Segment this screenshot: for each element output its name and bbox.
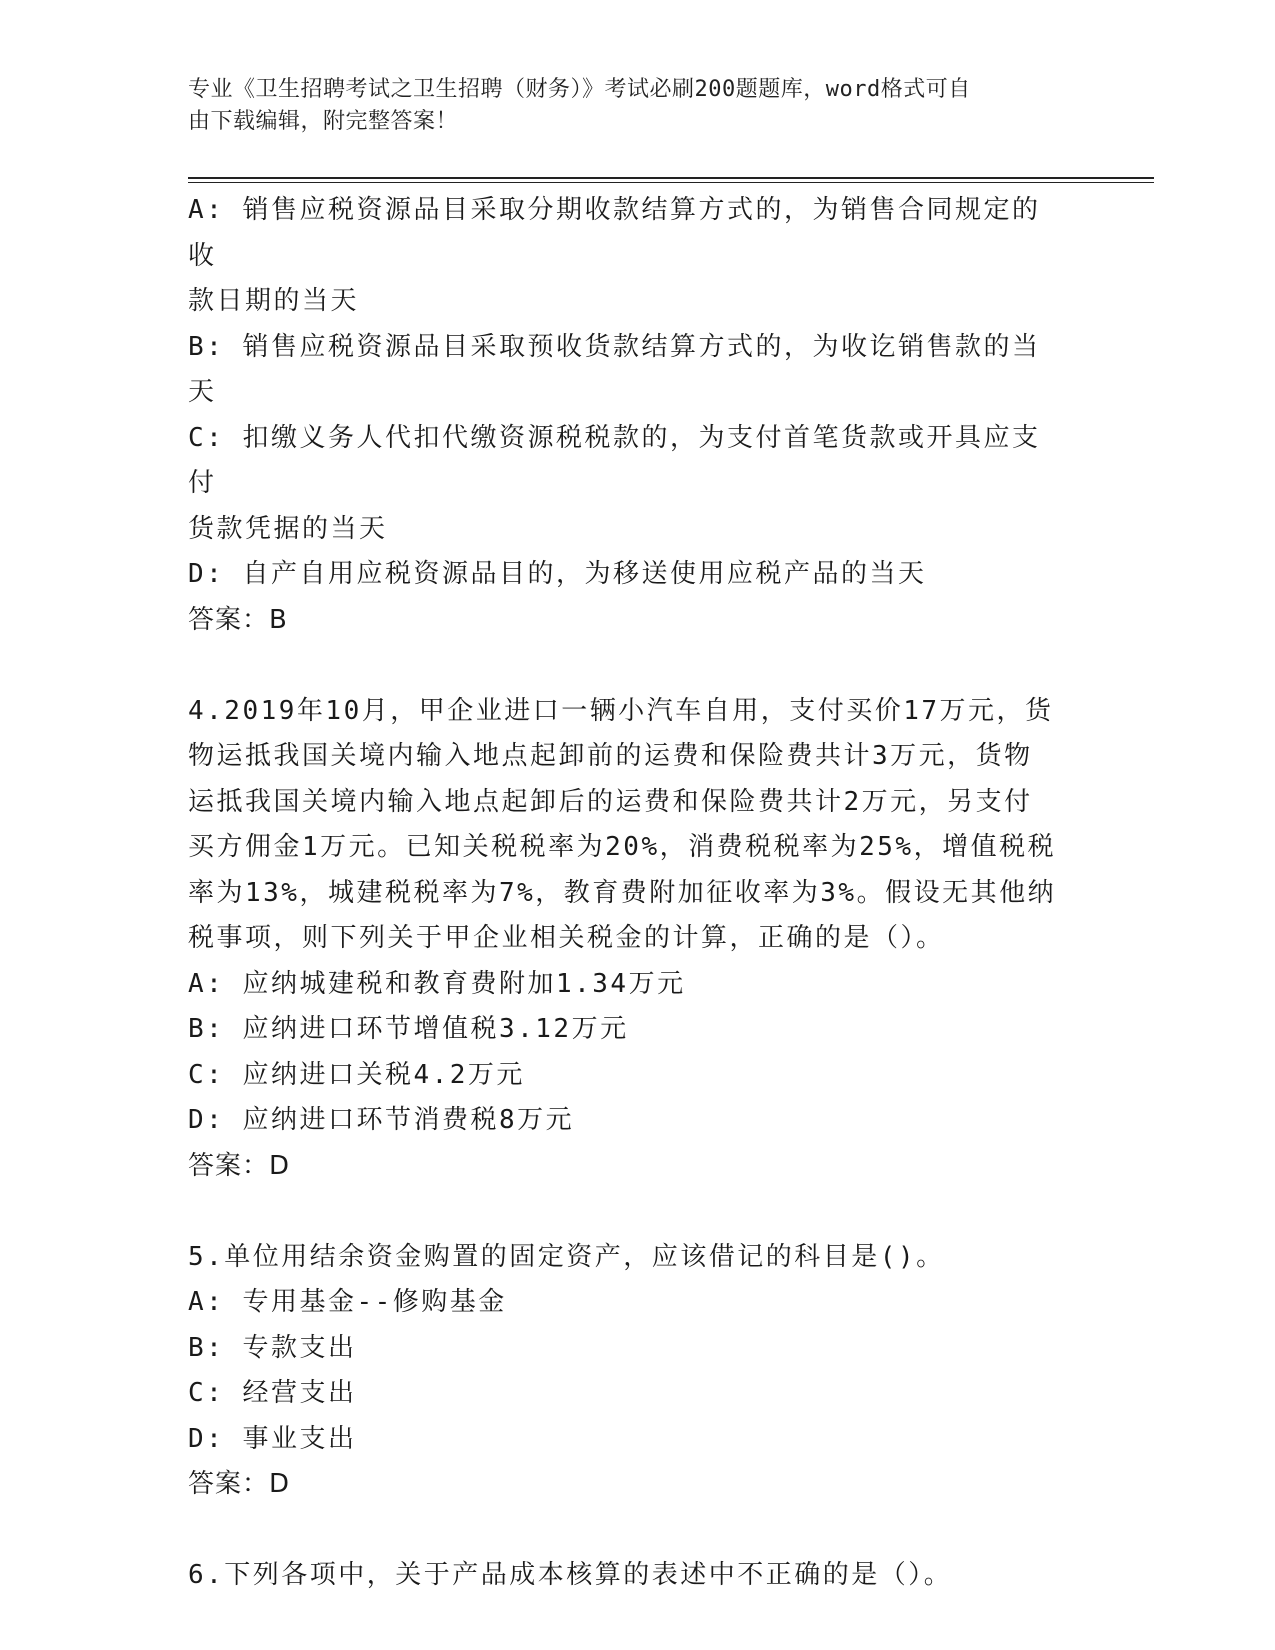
document-header [188, 74, 1068, 138]
option-a: A: 销售应税资源品目采取分期收款结算方式的，为销售合同规定的收 [188, 195, 1041, 271]
question-stem: 物运抵我国关境内输入地点起卸前的运费和保险费共计3万元，货物 [188, 741, 1033, 771]
option-c: C: 应纳进口关税4.2万元 [188, 1059, 525, 1090]
header-divider-thick [188, 177, 1154, 179]
option-c: C: 经营支出 [188, 1378, 357, 1408]
option-c: C: 扣缴义务人代扣代缴资源税税款的，为支付首笔货款或开具应支付 [188, 422, 1041, 498]
option-b: B: 应纳进口环节增值税3.12万元 [188, 1014, 629, 1044]
option-b: B: 专款支出 [188, 1332, 357, 1363]
option-d: D: 自产自用应税资源品目的，为移送使用应税产品的当天 [188, 559, 927, 589]
option-a-continued: 款日期的当天 [188, 286, 360, 316]
question-stem: 运抵我国关境内输入地点起卸后的运费和保险费共计2万元，另支付 [188, 786, 1033, 817]
question-6 [188, 1553, 1068, 1599]
option-a: A: 应纳城建税和教育费附加1.34万元 [188, 968, 686, 999]
question-stem: 6.下列各项中，关于产品成本核算的表述中不正确的是（）。 [188, 1560, 953, 1590]
question-5 [188, 1235, 1068, 1508]
option-d: D: 事业支出 [188, 1423, 357, 1454]
answer-label: 答案：B [188, 604, 288, 635]
question-stem: 4.2019年10月，甲企业进口一辆小汽车自用，支付买价17万元，货 [188, 695, 1054, 726]
question-4 [188, 689, 1068, 1190]
option-a: A: 专用基金--修购基金 [188, 1287, 507, 1317]
answer-label: 答案：D [188, 1469, 291, 1499]
spacer [188, 1508, 1068, 1554]
option-b: B: 销售应税资源品目采取预收货款结算方式的，为收讫销售款的当天 [188, 331, 1041, 407]
answer-label: 答案：D [188, 1150, 291, 1181]
option-c-continued: 货款凭据的当天 [188, 513, 388, 544]
option-d: D: 应纳进口环节消费税8万元 [188, 1105, 575, 1135]
spacer [188, 643, 1068, 689]
header-divider-thin [188, 182, 1154, 183]
question-3-options [188, 188, 1068, 643]
question-content [188, 188, 1068, 1599]
question-stem: 买方佣金1万元。已知关税税率为20%，消费税税率为25%，增值税税 [188, 832, 1057, 862]
question-stem: 税事项，则下列关于甲企业相关税金的计算，正确的是（）。 [188, 923, 945, 953]
spacer [188, 1189, 1068, 1235]
question-stem: 5.单位用结余资金购置的固定资产，应该借记的科目是()。 [188, 1241, 945, 1272]
question-stem: 率为13%，城建税税率为7%，教育费附加征收率为3%。假设无其他纳 [188, 877, 1057, 908]
header-title-line-1: 专业《卫生招聘考试之卫生招聘（财务）》考试必刷200题题库，word格式可自 [188, 77, 971, 102]
header-title-line-2: 由下载编辑，附完整答案！ [188, 109, 459, 134]
